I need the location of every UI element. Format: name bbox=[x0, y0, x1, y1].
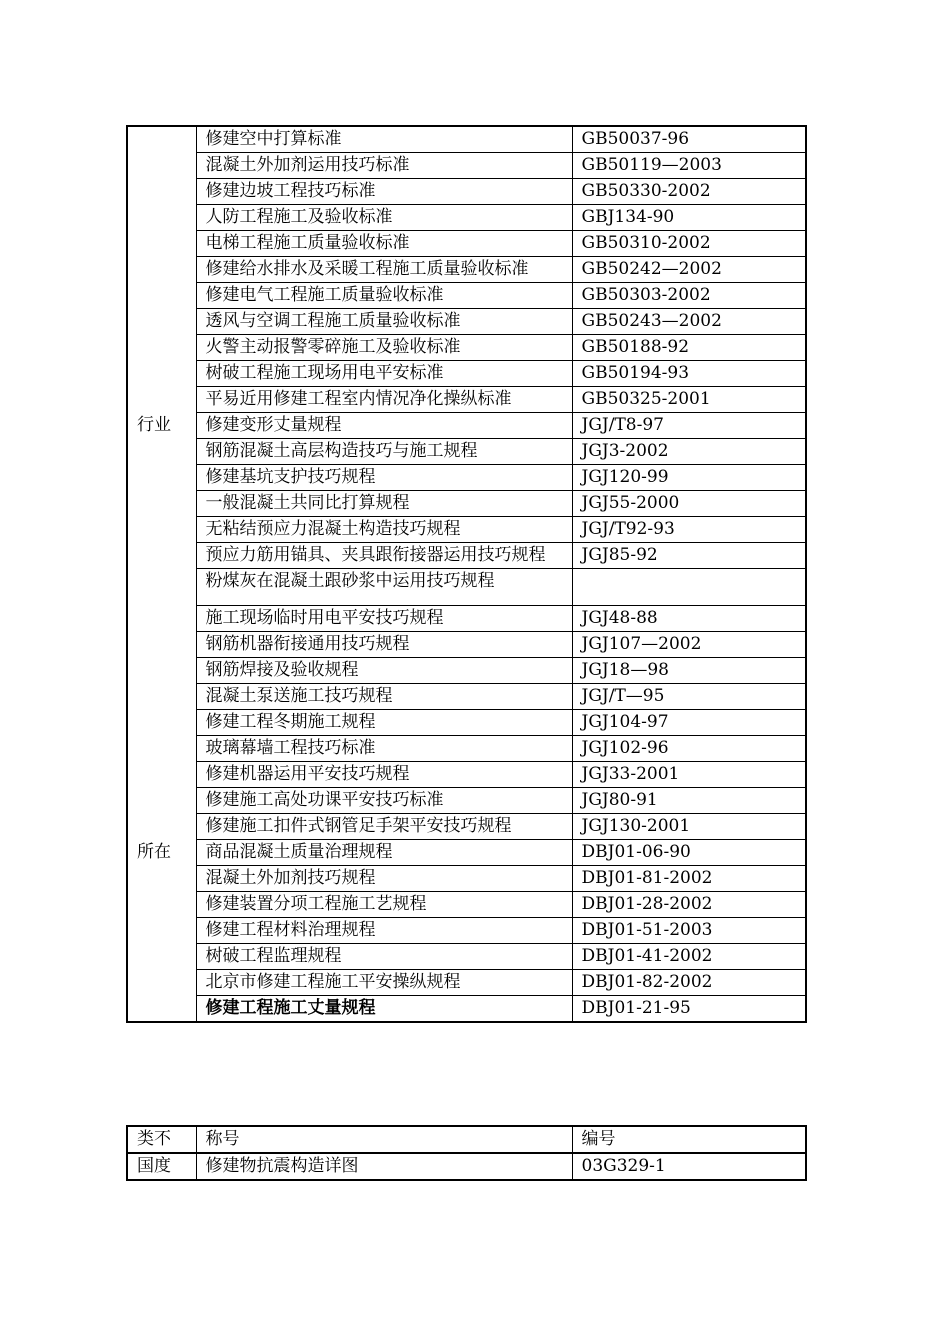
standard-code: JGJ85-92 bbox=[572, 543, 806, 569]
standard-code: DBJ01-41-2002 bbox=[572, 944, 806, 970]
table-row bbox=[127, 335, 806, 361]
standard-code: JGJ48-88 bbox=[572, 606, 806, 632]
standard-name: 施工现场临时用电平安技巧规程 bbox=[196, 606, 572, 632]
standard-name: 钢筋混凝土高层构造技巧与施工规程 bbox=[196, 439, 572, 465]
standard-code: JGJ120-99 bbox=[572, 465, 806, 491]
table-row bbox=[127, 736, 806, 762]
standard-name: 商品混凝土质量治理规程 bbox=[196, 840, 572, 866]
table-row bbox=[127, 387, 806, 413]
table-row bbox=[127, 231, 806, 257]
standard-name: 火警主动报警零碎施工及验收标准 bbox=[196, 335, 572, 361]
standard-code: DBJ01-28-2002 bbox=[572, 892, 806, 918]
table-row bbox=[127, 840, 806, 866]
table-row bbox=[127, 205, 806, 231]
standard-name: 钢筋焊接及验收规程 bbox=[196, 658, 572, 684]
table-row bbox=[127, 710, 806, 736]
standard-code: JGJ3-2002 bbox=[572, 439, 806, 465]
table-row bbox=[127, 606, 806, 632]
standard-name: 粉煤灰在混凝土跟砂浆中运用技巧规程 bbox=[196, 569, 572, 606]
table-row bbox=[127, 361, 806, 387]
standard-name: 修建工程冬期施工规程 bbox=[196, 710, 572, 736]
standard-name: 修建变形丈量规程 bbox=[196, 413, 572, 439]
table-row bbox=[127, 684, 806, 710]
standard-code: JGJ/T8-97 bbox=[572, 413, 806, 439]
standard-name: 修建空中打算标准 bbox=[196, 126, 572, 153]
standard-name: 透风与空调工程施工质量验收标准 bbox=[196, 309, 572, 335]
standard-name: 混凝土外加剂运用技巧标准 bbox=[196, 153, 572, 179]
table-row bbox=[127, 517, 806, 543]
standard-name: 混凝土外加剂技巧规程 bbox=[196, 866, 572, 892]
standard-name: 修建给水排水及采暖工程施工质量验收标准 bbox=[196, 257, 572, 283]
standard-code: GB50119—2003 bbox=[572, 153, 806, 179]
standard-name: 树破工程施工现场用电平安标准 bbox=[196, 361, 572, 387]
table-row bbox=[127, 892, 806, 918]
standard-code: GB50330-2002 bbox=[572, 179, 806, 205]
table-row bbox=[127, 309, 806, 335]
table-row bbox=[127, 569, 806, 606]
standard-name: 修建边坡工程技巧标准 bbox=[196, 179, 572, 205]
table-row bbox=[127, 153, 806, 179]
standards-table bbox=[126, 125, 807, 1023]
standard-name: 预应力筋用锚具、夹具跟衔接器运用技巧规程 bbox=[196, 543, 572, 569]
drawings-table bbox=[126, 1125, 807, 1181]
table-row bbox=[127, 126, 806, 153]
standard-code: 03G329-1 bbox=[572, 1153, 806, 1180]
standard-name: 树破工程监理规程 bbox=[196, 944, 572, 970]
standard-name: 修建装置分项工程施工艺规程 bbox=[196, 892, 572, 918]
table-row bbox=[127, 1153, 806, 1180]
standard-name: 修建电气工程施工质量验收标准 bbox=[196, 283, 572, 309]
table-row bbox=[127, 439, 806, 465]
standard-code: JGJ18—98 bbox=[572, 658, 806, 684]
standard-code: JGJ104-97 bbox=[572, 710, 806, 736]
standard-name: 玻璃幕墙工程技巧标准 bbox=[196, 736, 572, 762]
table-row bbox=[127, 814, 806, 840]
header-category: 类不 bbox=[127, 1126, 196, 1153]
standard-code: JGJ33-2001 bbox=[572, 762, 806, 788]
category-cell: 所在 bbox=[127, 840, 196, 1023]
table-row bbox=[127, 970, 806, 996]
standard-code: GB50037-96 bbox=[572, 126, 806, 153]
standard-name: 北京市修建工程施工平安操纵规程 bbox=[196, 970, 572, 996]
standard-name: 修建机器运用平安技巧规程 bbox=[196, 762, 572, 788]
standard-name: 修建物抗震构造详图 bbox=[196, 1153, 572, 1180]
standard-code: GB50194-93 bbox=[572, 361, 806, 387]
standard-code: JGJ/T92-93 bbox=[572, 517, 806, 543]
category-cell bbox=[127, 126, 196, 413]
standard-name: 电梯工程施工质量验收标准 bbox=[196, 231, 572, 257]
category-cell: 国度 bbox=[127, 1153, 196, 1180]
table-row bbox=[127, 465, 806, 491]
standard-name: 修建工程施工丈量规程 bbox=[196, 996, 572, 1023]
header-code: 编号 bbox=[572, 1126, 806, 1153]
standard-name: 混凝土泵送施工技巧规程 bbox=[196, 684, 572, 710]
table-row bbox=[127, 762, 806, 788]
table-row bbox=[127, 788, 806, 814]
standard-name: 平易近用修建工程室内情况净化操纵标准 bbox=[196, 387, 572, 413]
standard-name: 修建施工扣件式钢管足手架平安技巧规程 bbox=[196, 814, 572, 840]
table-row bbox=[127, 413, 806, 439]
table-row bbox=[127, 996, 806, 1023]
table-row bbox=[127, 179, 806, 205]
standard-code: JGJ55-2000 bbox=[572, 491, 806, 517]
header-name: 称号 bbox=[196, 1126, 572, 1153]
standard-name: 修建工程材料治理规程 bbox=[196, 918, 572, 944]
standard-code: DBJ01-51-2003 bbox=[572, 918, 806, 944]
standard-code: GB50242—2002 bbox=[572, 257, 806, 283]
table-row bbox=[127, 632, 806, 658]
standard-code: DBJ01-81-2002 bbox=[572, 866, 806, 892]
table-row bbox=[127, 283, 806, 309]
standard-code: DBJ01-21-95 bbox=[572, 996, 806, 1023]
standard-code: GB50188-92 bbox=[572, 335, 806, 361]
table-row bbox=[127, 866, 806, 892]
standard-name: 一般混凝土共同比打算规程 bbox=[196, 491, 572, 517]
standard-code: JGJ/T—95 bbox=[572, 684, 806, 710]
standard-code: DBJ01-82-2002 bbox=[572, 970, 806, 996]
standard-code: JGJ80-91 bbox=[572, 788, 806, 814]
standard-name: 无粘结预应力混凝土构造技巧规程 bbox=[196, 517, 572, 543]
table-row bbox=[127, 491, 806, 517]
category-cell: 行业 bbox=[127, 413, 196, 840]
table-row bbox=[127, 944, 806, 970]
standard-name: 修建施工高处功课平安技巧标准 bbox=[196, 788, 572, 814]
table-row bbox=[127, 543, 806, 569]
standard-code: GB50325-2001 bbox=[572, 387, 806, 413]
table-row bbox=[127, 658, 806, 684]
standard-code: GB50303-2002 bbox=[572, 283, 806, 309]
standard-code: DBJ01-06-90 bbox=[572, 840, 806, 866]
standard-name: 修建基坑支护技巧规程 bbox=[196, 465, 572, 491]
standard-name: 人防工程施工及验收标准 bbox=[196, 205, 572, 231]
table-header-row bbox=[127, 1126, 806, 1153]
standard-code: GB50243—2002 bbox=[572, 309, 806, 335]
standard-code: GBJ134-90 bbox=[572, 205, 806, 231]
standard-name: 钢筋机器衔接通用技巧规程 bbox=[196, 632, 572, 658]
standard-code: GB50310-2002 bbox=[572, 231, 806, 257]
standard-code: JGJ107—2002 bbox=[572, 632, 806, 658]
standard-code: JGJ102-96 bbox=[572, 736, 806, 762]
table-row bbox=[127, 918, 806, 944]
standard-code: JGJ130-2001 bbox=[572, 814, 806, 840]
table-row bbox=[127, 257, 806, 283]
standard-code bbox=[572, 569, 806, 606]
